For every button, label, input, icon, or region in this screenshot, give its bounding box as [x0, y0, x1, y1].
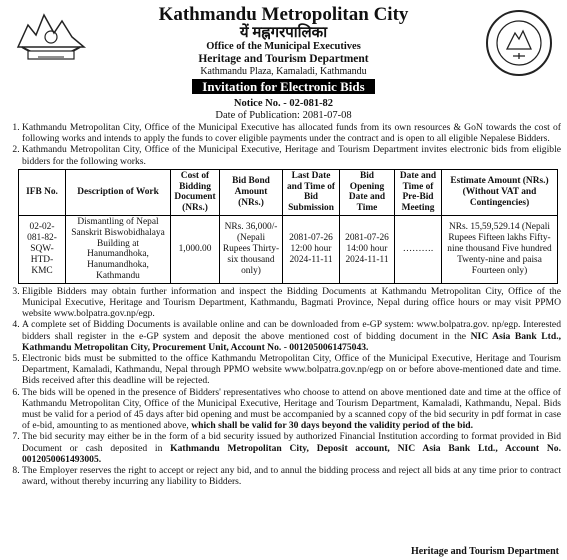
department-name: Heritage and Tourism Department: [198, 53, 369, 65]
cell-prebid: ……….: [395, 216, 442, 284]
paragraph-2: 2. Kathmandu Metropolitan City, Office of the Municipal Executive, Heritage and Tourism Department invites electronic bids from eligible bidders for the following works.: [22, 144, 561, 166]
publication-date: Date of Publication: 2081-07-08: [215, 110, 352, 121]
notice-number: Notice No. - 02-081-82: [233, 98, 334, 109]
nepal-emblem-icon: [14, 7, 88, 69]
col-ifb: IFB No.: [19, 169, 66, 215]
notice-header: [6, 5, 561, 97]
col-prebid: Date and Time of Pre-Bid Meeting: [395, 169, 442, 215]
paragraph-4: 4. A complete set of Bidding Documents is available online and can be downloaded from e-GP system: www.bolpatra.gov. np/egp. Interested bidders shall register in the e-GP system and deposit the above mentioned cost of bidding document in the NIC Asia Bank Ltd., Kathmandu Metropolitan City, Procurement Unit, Account No. - 0012050061475043.: [22, 319, 561, 353]
col-description: Description of Work: [66, 169, 171, 215]
page-title: Kathmandu Metropolitan City: [158, 4, 409, 25]
footer-signature: Heritage and Tourism Department: [410, 546, 559, 557]
paragraph-1: 1. Kathmandu Metropolitan City, Office of the Municipal Executive has allocated funds from its own resources & GoN towards the cost of following works and intends to apply the funds to cover eligible payments under the contract and is open to all eligible Nepalese Bidders.: [22, 122, 561, 144]
paragraph-8: 8. The Employer reserves the right to accept or reject any bid, and to annul the bidding process and reject all bids at any time prior to contract award, without thereby incurring any liability to Bidders.: [22, 465, 561, 487]
conditions-list: [6, 286, 561, 488]
paragraph-5: 5. Electronic bids must be submitted to the office Kathmandu Metropolitan City, Office of the Municipal Executive, Heritage and Tourism Department, Kamaladi, Kathmandu, Nepal through PPMO website www.bolpatra.gov.np/egp on or before above-mentioned date and time. Bids received after this deadline will be rejected.: [22, 353, 561, 387]
cell-last-date: 2081-07-26 12:00 hour 2024-11-11: [283, 216, 340, 284]
table-row: [19, 216, 558, 284]
cell-estimate: NRs. 15,59,529.14 (Nepali Rupees Fifteen lakhs Fifty-nine thousand Five hundred Twenty-nine and paisa Fourteen only): [442, 216, 558, 284]
nepali-title: यें मह्नगरपालिका: [239, 25, 328, 41]
col-bid-bond: Bid Bond Amount (NRs.): [220, 169, 283, 215]
cell-ifb: 02-02-081-82-SQW-HTD-KMC: [19, 216, 66, 284]
col-cost: Cost of Bidding Document (NRs.): [171, 169, 220, 215]
cell-cost: 1,000.00: [171, 216, 220, 284]
address: Kathmandu Plaza, Kamaladi, Kathmandu: [200, 66, 367, 77]
bid-table: [18, 169, 558, 284]
cell-bid-bond: NRs. 36,000/- (Nepali Rupees Thirty-six thousand only): [220, 216, 283, 284]
intro-list: [6, 122, 561, 167]
col-opening: Bid Opening Date and Time: [340, 169, 395, 215]
office-name: Office of the Municipal Executives: [206, 41, 361, 52]
paragraph-6: 6. The bids will be opened in the presence of Bidders' representatives who choose to attend on above mentioned date and time at the office of Kathmandu Metropolitan City, Office of the Municipal Executive, Heritage and Tourism Department, Kamaladi, Kathmandu, Nepal. Bids must be valid for a period of 45 days after bid opening and must be accompanied by a scanned copy of the bid security in pdf format in case of e-bid, amounting to as mentioned above, which shall be valid for 30 days beyond the validity period of the bid.: [22, 387, 561, 432]
kmc-seal-icon: [485, 9, 553, 77]
col-estimate: Estimate Amount (NRs.) (Without VAT and Contingencies): [442, 169, 558, 215]
cell-opening: 2081-07-26 14:00 hour 2024-11-11: [340, 216, 395, 284]
paragraph-7: 7. The bid security may either be in the form of a bid security issued by authorized Financial Institution according to format provided in Bid Document or cash deposited in Kathmandu Metropolitan City, Deposit account, NIC Asia Bank Ltd., Account No. 0012050061493005.: [22, 431, 561, 465]
banner-heading: Invitation for Electronic Bids: [192, 79, 374, 94]
cell-description: Dismantling of Nepal Sanskrit Biswobidhalaya Building at Hanumandhoka, Hanumandhoka, Kathmandu: [66, 216, 171, 284]
paragraph-3: 3. Eligible Bidders may obtain further information and inspect the Bidding Documents at Kathmandu Metropolitan City, Office of the Municipal Executive, Heritage and Tourism Department, Kathmandu, Bagmati Province, Nepal during office hours or may visit PPMO website www.bolpatra.gov.np/egp.: [22, 286, 561, 320]
col-last-date: Last Date and Time of Bid Submission: [283, 169, 340, 215]
